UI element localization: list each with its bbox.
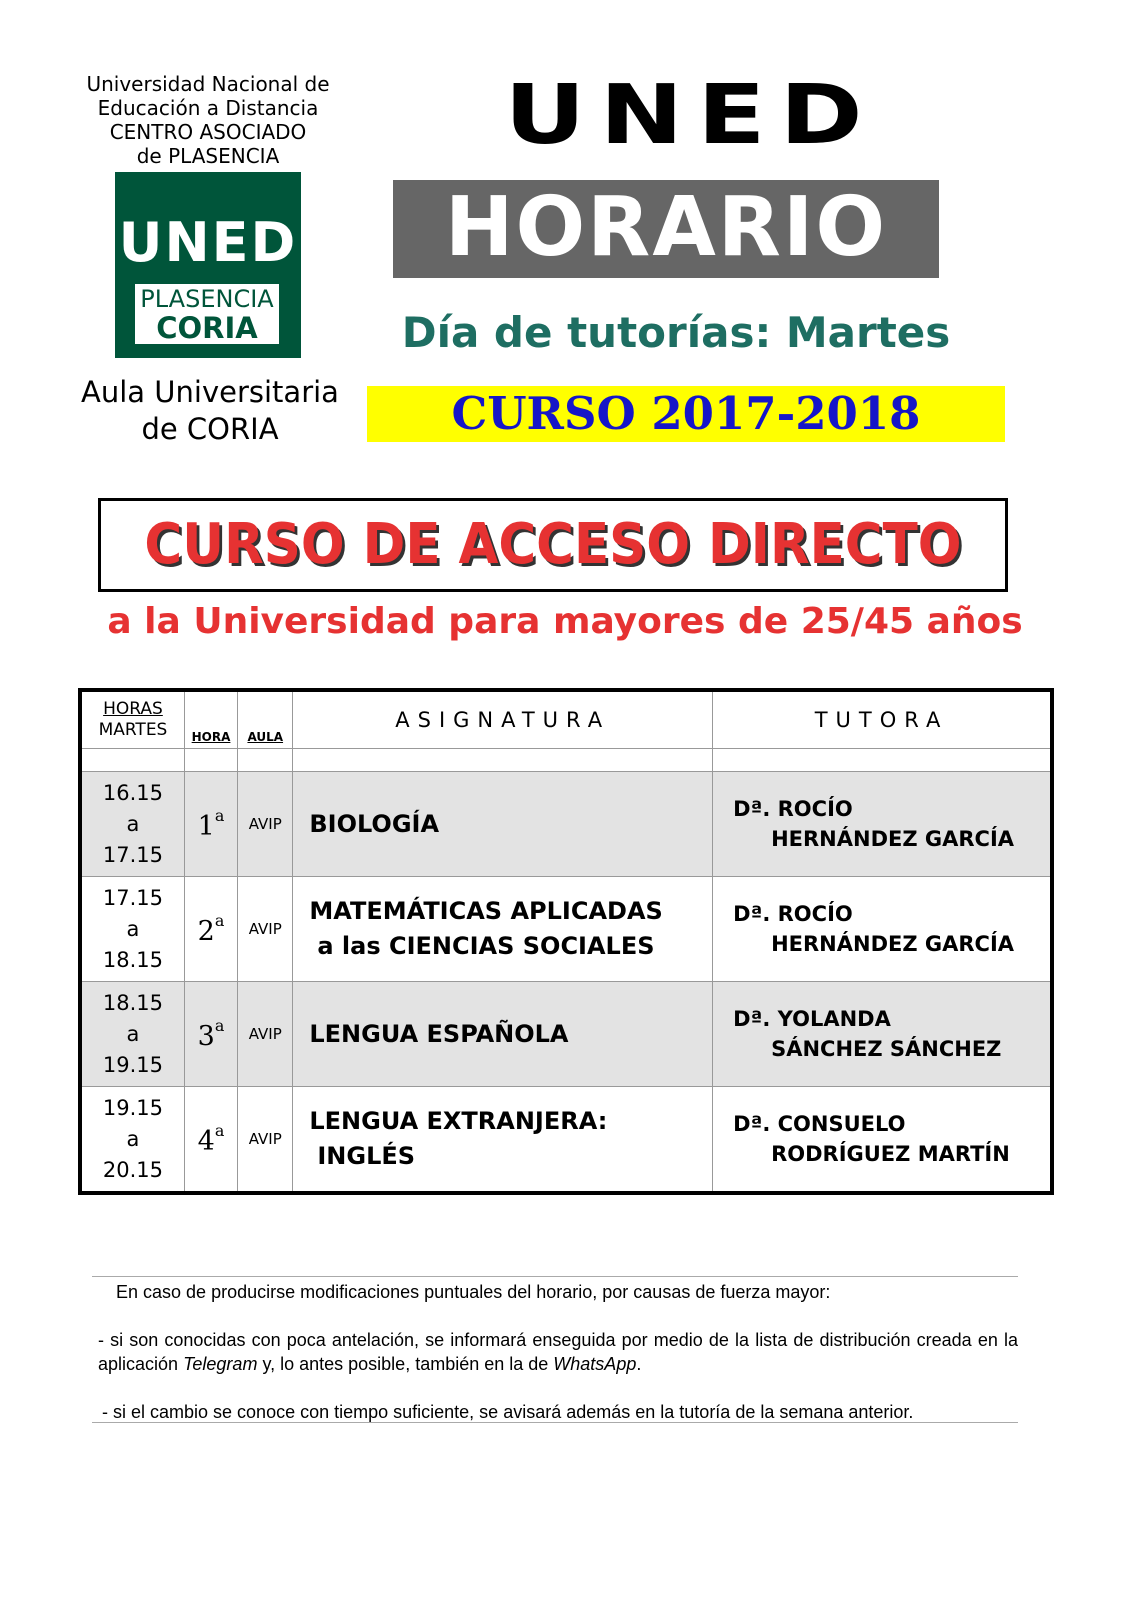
asignatura-line: BIOLOGÍA — [309, 809, 440, 838]
hora-cell — [184, 982, 237, 1087]
asignatura-line: MATEMÁTICAS APLICADAS — [309, 897, 663, 925]
notes-item1-text: - si son conocidas con poca antelación, se informará enseguida por medio de la lista de distribución creada en la aplicación — [98, 1330, 1018, 1374]
tutora-surname: HERNÁNDEZ GARCÍA — [771, 827, 1015, 851]
time-end: 20.15 — [102, 1157, 164, 1182]
hora-number: 2 — [197, 916, 215, 947]
aula-cell: AVIP — [238, 877, 293, 982]
schedule-table — [78, 688, 1054, 1195]
header-tutora: TUTORA — [713, 690, 1052, 749]
logo-sub-coria: CORIA — [156, 311, 258, 345]
notes-intro: En caso de producirse modificaciones puntuales del horario, por causas de fuerza mayor: — [116, 1282, 831, 1302]
time-start: 16.15 — [102, 780, 164, 805]
hora-cell — [184, 1087, 237, 1194]
table-row — [80, 877, 1052, 982]
telegram-text: Telegram — [183, 1354, 258, 1374]
acceso-subtitle: a la Universidad para mayores de 25/45 años — [107, 601, 1023, 642]
uned-plasencia-coria-logo — [115, 172, 301, 358]
tutora-line: Dª. CONSUELO — [733, 1112, 906, 1136]
tutora-cell — [713, 1087, 1052, 1194]
table-spacer-row — [80, 749, 1052, 772]
asignatura-cell — [293, 982, 713, 1087]
notes-item-advance: - si el cambio se conoce con tiempo suficiente, se avisará además en la tutoría de la semana anterior. — [102, 1402, 914, 1422]
whatsapp-text: WhatsApp — [553, 1354, 637, 1374]
notes-top-rule — [92, 1276, 1018, 1277]
asignatura-line: LENGUA EXTRANJERA: — [309, 1107, 608, 1135]
header-martes: MARTES — [98, 720, 168, 740]
tutora-surname: RODRÍGUEZ MARTÍN — [771, 1142, 1010, 1166]
hora-number: 4 — [197, 1126, 215, 1157]
hora-ordinal: a — [214, 1121, 225, 1140]
institution-line: CENTRO ASOCIADO — [109, 120, 307, 144]
table-row — [80, 772, 1052, 877]
time-cell — [80, 982, 184, 1087]
notes-item1-end: . — [636, 1354, 642, 1374]
institution-line: Educación a Distancia — [97, 96, 319, 120]
tutora-surname: SÁNCHEZ SÁNCHEZ — [771, 1037, 1002, 1061]
notes-block — [92, 1280, 1018, 1424]
aula-cell: AVIP — [238, 982, 293, 1087]
notes-bottom-rule — [92, 1422, 1018, 1423]
time-end: 18.15 — [102, 947, 164, 972]
institution-line: de PLASENCIA — [136, 144, 280, 168]
hora-cell — [184, 772, 237, 877]
hora-number: 3 — [197, 1021, 215, 1052]
tutora-line: Dª. YOLANDA — [733, 1007, 891, 1031]
tutora-cell — [713, 772, 1052, 877]
aula-line: de CORIA — [141, 412, 279, 446]
horario-banner — [393, 180, 939, 278]
curso-text: CURSO 2017-2018 — [451, 387, 921, 440]
institution-line: Universidad Nacional de — [86, 72, 330, 96]
acceso-directo-box — [98, 498, 1008, 592]
time-start: 17.15 — [102, 885, 164, 910]
dia-tutorias: Día de tutorías: Martes — [401, 308, 951, 357]
uned-heading: UNED — [504, 66, 877, 163]
hora-ordinal: a — [214, 806, 225, 825]
tutora-surname: HERNÁNDEZ GARCÍA — [771, 932, 1015, 956]
curso-banner — [367, 386, 1005, 442]
hora-cell — [184, 877, 237, 982]
time-sep: a — [126, 1126, 140, 1151]
time-sep: a — [126, 1021, 140, 1046]
header-horas: HORAS — [103, 699, 163, 719]
tutora-line: Dª. ROCÍO — [733, 797, 853, 821]
time-sep: a — [126, 811, 140, 836]
aula-line: Aula Universitaria — [81, 375, 339, 409]
time-end: 17.15 — [102, 842, 164, 867]
notes-item1-text-2: y, lo antes posible, también en la de — [257, 1354, 554, 1374]
aula-universitaria — [75, 374, 345, 448]
hora-ordinal: a — [214, 1016, 225, 1035]
logo-sub-plasencia: PLASENCIA — [140, 285, 274, 313]
asignatura-line: LENGUA ESPAÑOLA — [309, 1019, 569, 1048]
time-start: 18.15 — [102, 990, 164, 1015]
time-cell — [80, 772, 184, 877]
time-cell — [80, 877, 184, 982]
header-horas-martes — [80, 690, 184, 749]
asignatura-cell — [293, 772, 713, 877]
horario-text: HORARIO — [444, 180, 888, 275]
time-cell — [80, 1087, 184, 1194]
institution-name — [78, 72, 338, 168]
hora-number: 1 — [197, 811, 215, 842]
acceso-directo-title: CURSO DE ACCESO DIRECTO — [144, 512, 962, 577]
header-asignatura: ASIGNATURA — [293, 690, 713, 749]
logo-main-text: UNED — [118, 211, 298, 274]
aula-cell: AVIP — [238, 772, 293, 877]
aula-cell: AVIP — [238, 1087, 293, 1194]
header-hora: HORA — [184, 690, 237, 749]
time-end: 19.15 — [102, 1052, 164, 1077]
logo-sub-box — [135, 284, 279, 344]
header-aula: AULA — [238, 690, 293, 749]
table-row — [80, 982, 1052, 1087]
notes-item-telegram — [92, 1328, 1018, 1376]
tutora-line: Dª. ROCÍO — [733, 902, 853, 926]
asignatura-line-2: INGLÉS — [317, 1142, 416, 1170]
hora-ordinal: a — [214, 911, 225, 930]
tutora-cell — [713, 877, 1052, 982]
tutora-cell — [713, 982, 1052, 1087]
time-start: 19.15 — [102, 1095, 164, 1120]
asignatura-line-2: a las CIENCIAS SOCIALES — [317, 932, 655, 960]
time-sep: a — [126, 916, 140, 941]
asignatura-cell — [293, 877, 713, 982]
asignatura-cell — [293, 1087, 713, 1194]
table-row — [80, 1087, 1052, 1194]
table-header-row — [80, 690, 1052, 749]
